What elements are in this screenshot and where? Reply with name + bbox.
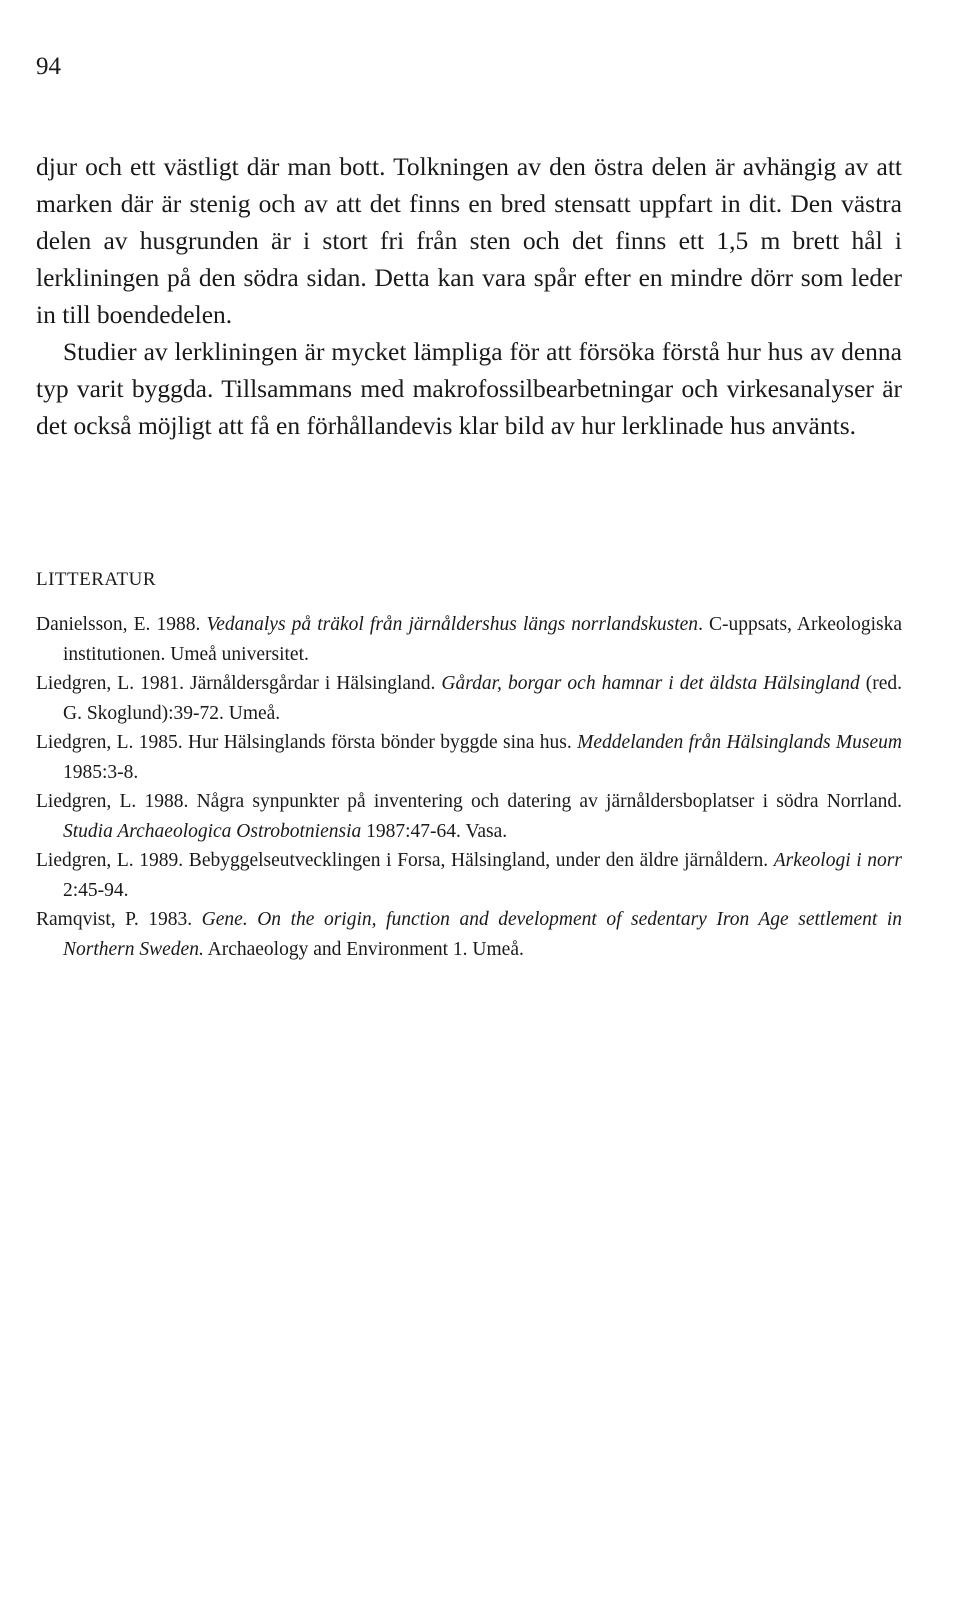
reference-title: Gene. On the origin, function and development of sedentary Iron Age settlement in Northern Sweden. — [63, 909, 903, 960]
paragraph: Studier av lerkliningen är mycket lämpliga för att försöka förstå hur hus av denna typ varit byggda. Tillsammans med makrofossilbearbetningar och virkesanalyser är det också möjligt att få en förhållandevis klar bild av hur lerklinade hus använts. — [36, 337, 902, 440]
reference-entry — [36, 669, 902, 728]
reference-title: Studia Archaeologica Ostrobotniensia — [63, 820, 362, 842]
reference-list — [36, 610, 902, 964]
reference-lead: Liedgren, L. 1985. Hur Hälsinglands första bönder byggde sina hus. — [36, 732, 578, 753]
paragraph: djur och ett västligt där man bott. Tolkningen av den östra delen är avhängig av att marken där är stenig och av att det finns en bred stensatt uppfart in dit. Den västra delen av husgrunden är i stort fri från sten och det finns ett 1,5 m brett hål i lerkliningen på den södra sidan. Detta kan vara spår efter en mindre dörr som leder in till boendedelen. — [36, 152, 902, 329]
page-number: 94 — [36, 53, 61, 80]
reference-title: Meddelanden från Hälsinglands Museum — [577, 732, 902, 753]
reference-tail: Archaeology and Environment 1. Umeå. — [203, 938, 524, 960]
reference-lead: Liedgren, L. 1989. Bebyggelseutvecklingen i Forsa, Hälsingland, under den äldre järnåldern. — [36, 850, 774, 871]
reference-lead: Liedgren, L. 1988. Några synpunkter på inventering och datering av järnåldersboplatser i södra Norrland. — [36, 791, 902, 812]
body-text — [36, 148, 902, 444]
reference-entry — [36, 610, 902, 669]
reference-lead: Ramqvist, P. 1983. — [36, 909, 202, 930]
reference-tail: . C-uppsats, Arkeologiska institutionen. Umeå universitet. — [63, 614, 902, 665]
reference-entry — [36, 728, 902, 787]
reference-tail: 2:45-94. — [63, 879, 129, 901]
reference-title: Arkeologi i norr — [773, 850, 902, 871]
reference-entry — [36, 846, 902, 905]
reference-tail: 1987:47-64. Vasa. — [361, 820, 508, 842]
section-heading: LITTERATUR — [36, 569, 157, 590]
reference-lead: Liedgren, L. 1981. Järnåldersgårdar i Hälsingland. — [36, 673, 442, 694]
reference-tail: 1985:3-8. — [63, 761, 139, 783]
reference-title: Vedanalys på träkol från järnåldershus längs norrlandskusten — [206, 614, 699, 635]
reference-tail: (red. G. Skoglund):39-72. Umeå. — [63, 673, 902, 724]
reference-title: Gårdar, borgar och hamnar i det äldsta Hälsingland — [441, 673, 860, 694]
reference-entry — [36, 905, 902, 964]
reference-lead: Danielsson, E. 1988. — [36, 614, 207, 635]
reference-entry — [36, 787, 902, 846]
